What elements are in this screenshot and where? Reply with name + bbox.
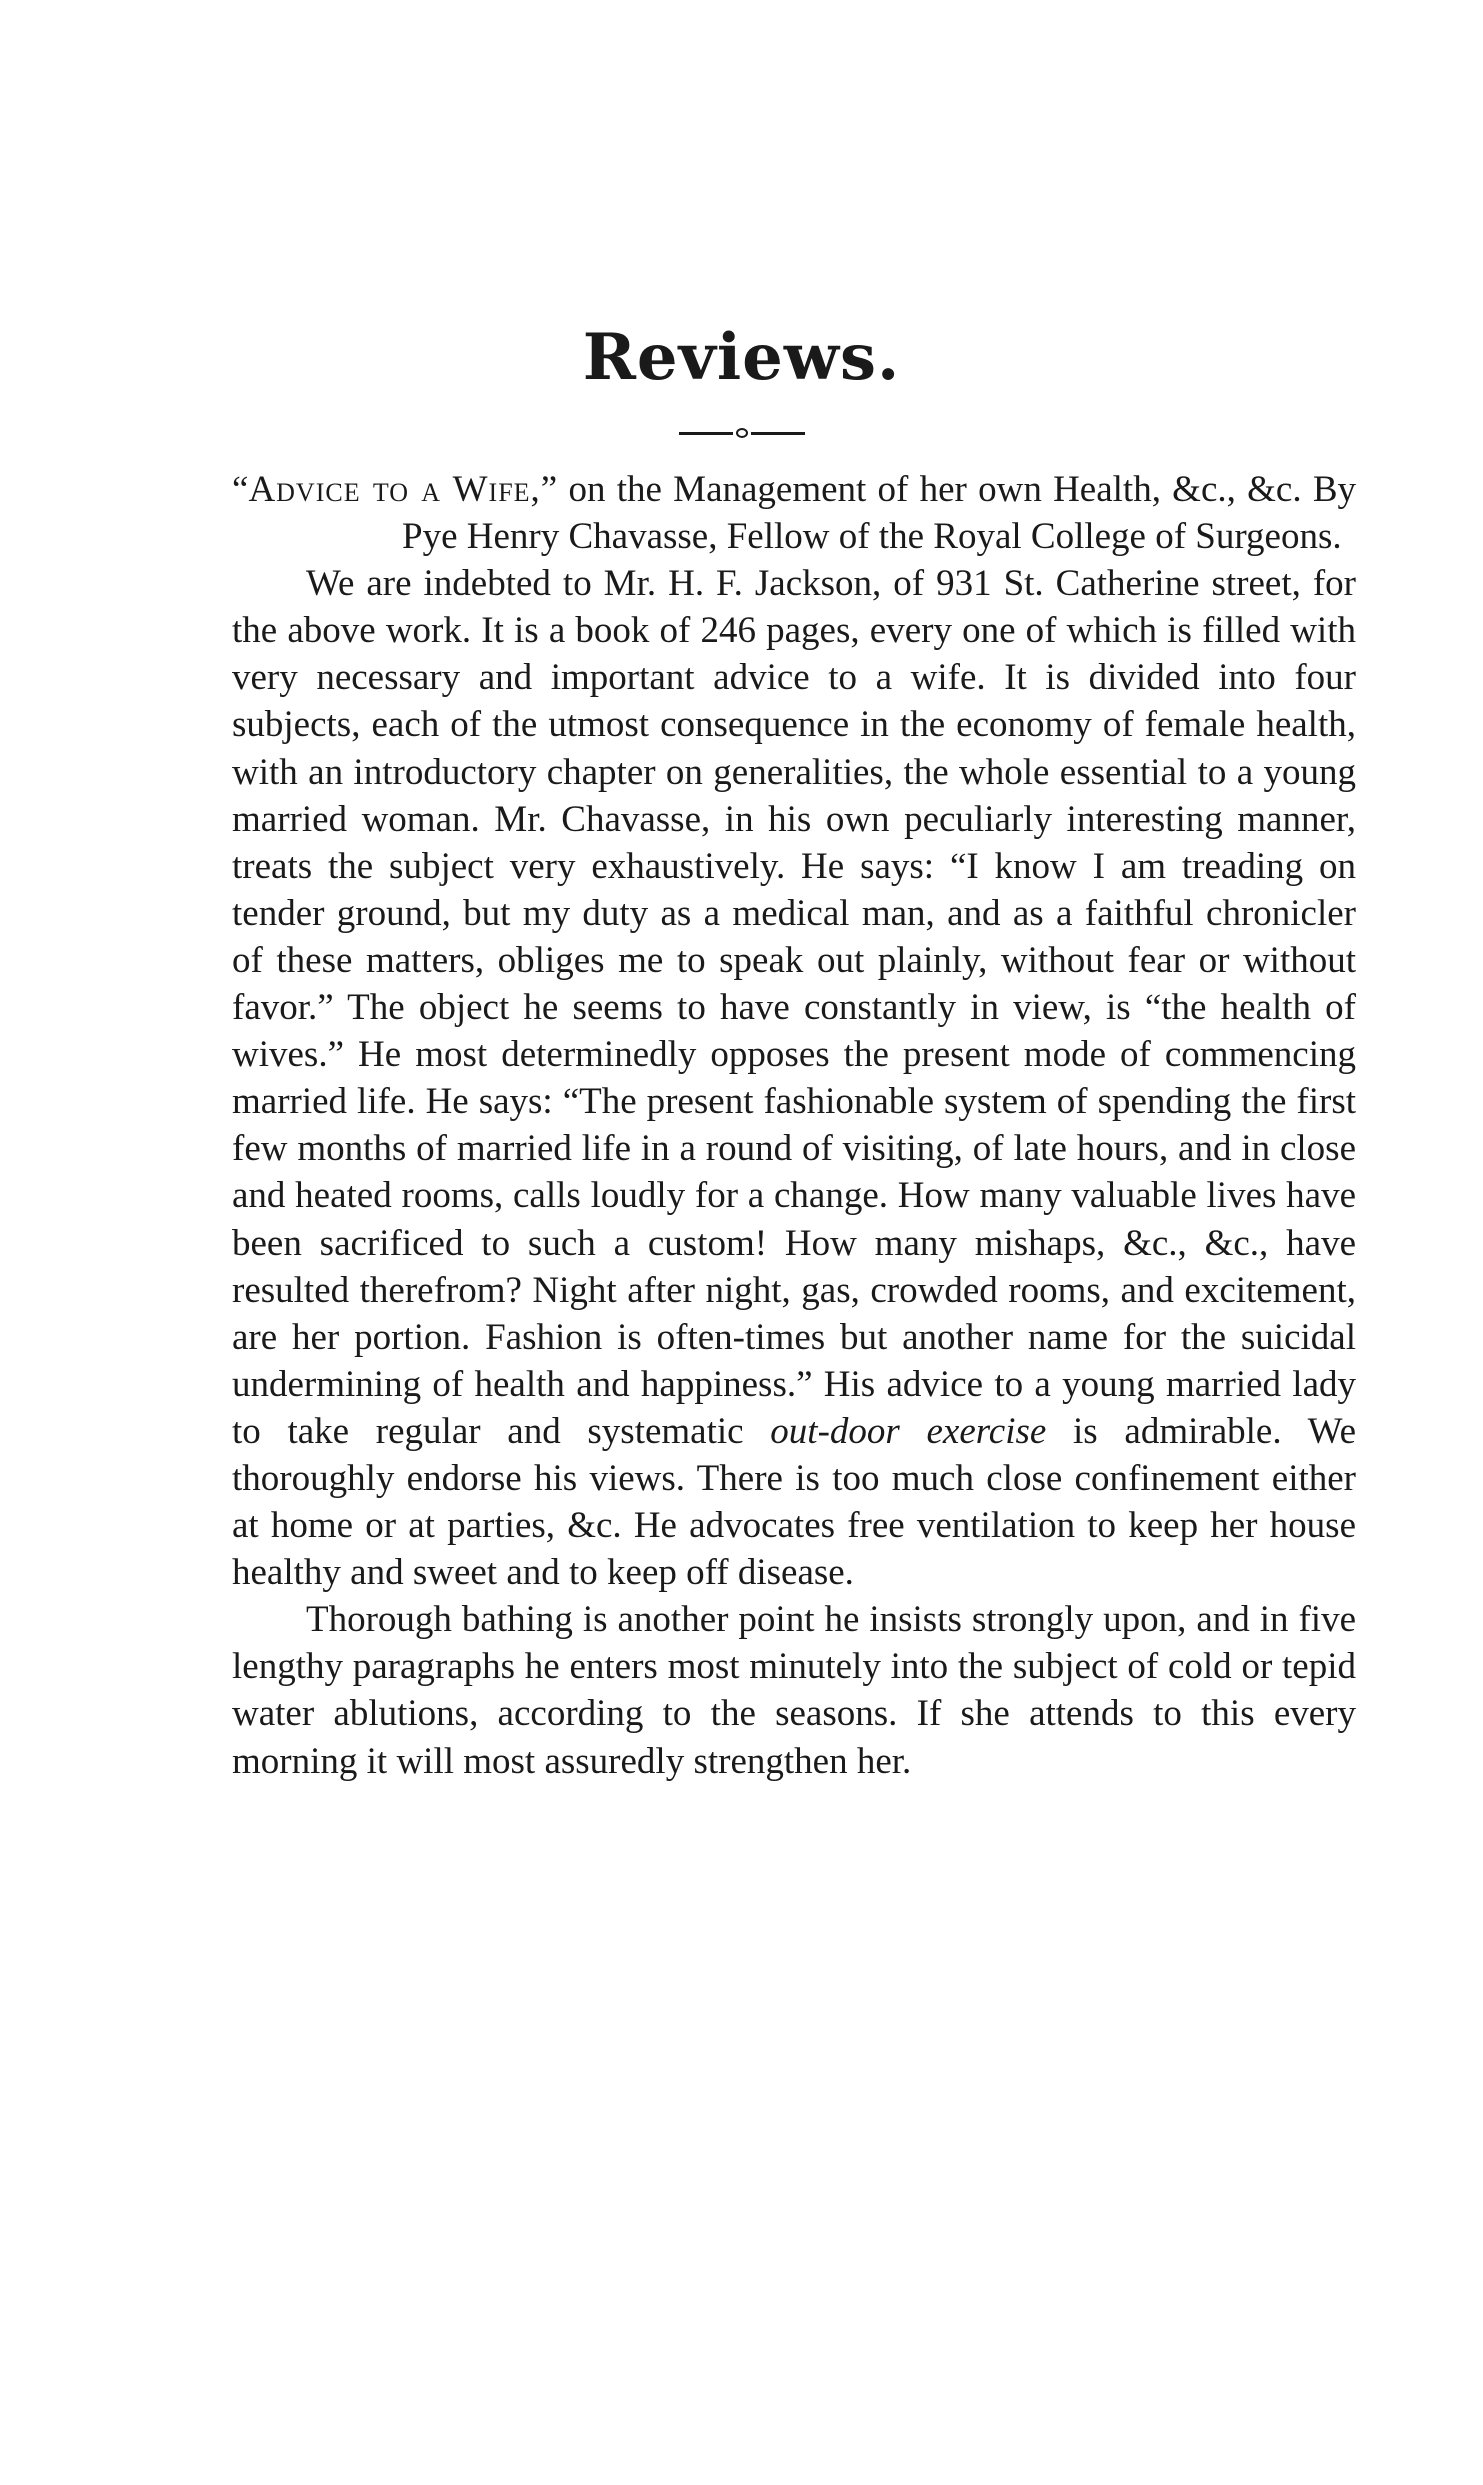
entry-open-quote: “ xyxy=(232,469,249,510)
book-description: on the Management of her own Health, &c., &c. By Pye Henry Chavasse, Fellow of the Royal College of Surgeons. xyxy=(402,469,1357,558)
rule-left-line xyxy=(679,432,733,435)
entry-close-quote: ” xyxy=(540,469,558,510)
review-paragraph-1 xyxy=(232,560,1356,1596)
heading-rule-ornament xyxy=(0,428,1483,438)
section-heading: Reviews. xyxy=(582,320,901,395)
paragraph-1-text-a: We are indebted to Mr. H. F. Jackson, of 931 St. Catherine street, for the above work. It is a book of 246 pages, every one of which is filled with very necessary and important advice to a wife. It is divided into four subjects, each of the utmost consequence in the economy of female health, with an introductory chapter on generalities, the whole essential to a young married woman. Mr. Chavasse, in his own peculiarly interesting manner, treats the subject very exhaustively. He says: “I know I am treading on tender ground, but my duty as a medical man, and as a faithful chronicler of these matters, obliges me to speak out plainly, without fear or without favor.” The object he seems to have constantly in view, is “the health of wives.” He most determinedly opposes the present mode of commencing married life. He says: “The present fashionable system of spending the first few months of married life in a round of visiting, of late hours, and in close and heated rooms, calls loudly for a change. How many valuable lives have been sacrificed to such a custom! How many mishaps, &c., &c., have resulted therefrom? Night after night, gas, crowded rooms, and excitement, are her portion. Fashion is often-times but another name for the suicidal undermining of health and happiness.” His advice to a young married lady to take regular and systematic xyxy=(232,563,1356,1452)
book-title: Advice to a Wife, xyxy=(248,469,541,510)
review-body xyxy=(232,466,1356,1785)
rule-right-line xyxy=(751,432,805,435)
book-entry xyxy=(232,466,1356,560)
rule-circle-mark xyxy=(736,428,748,438)
paragraph-1-text-b: is admirable. We thoroughly endorse his views. There is too much close confinement either at home or at parties, &c. He advocates free ventilation to keep her house healthy and sweet and to keep off disease. xyxy=(232,1410,1357,1594)
paragraph-1-emphasis: out-door exercise xyxy=(770,1410,1047,1452)
review-paragraph-2: Thorough bathing is another point he insists strongly upon, and in five lengthy paragraphs he enters most minutely into the subject of cold or tepid water ablutions, according to the seasons. If she attends to this every morning it will most assuredly strengthen her. xyxy=(232,1599,1356,1782)
